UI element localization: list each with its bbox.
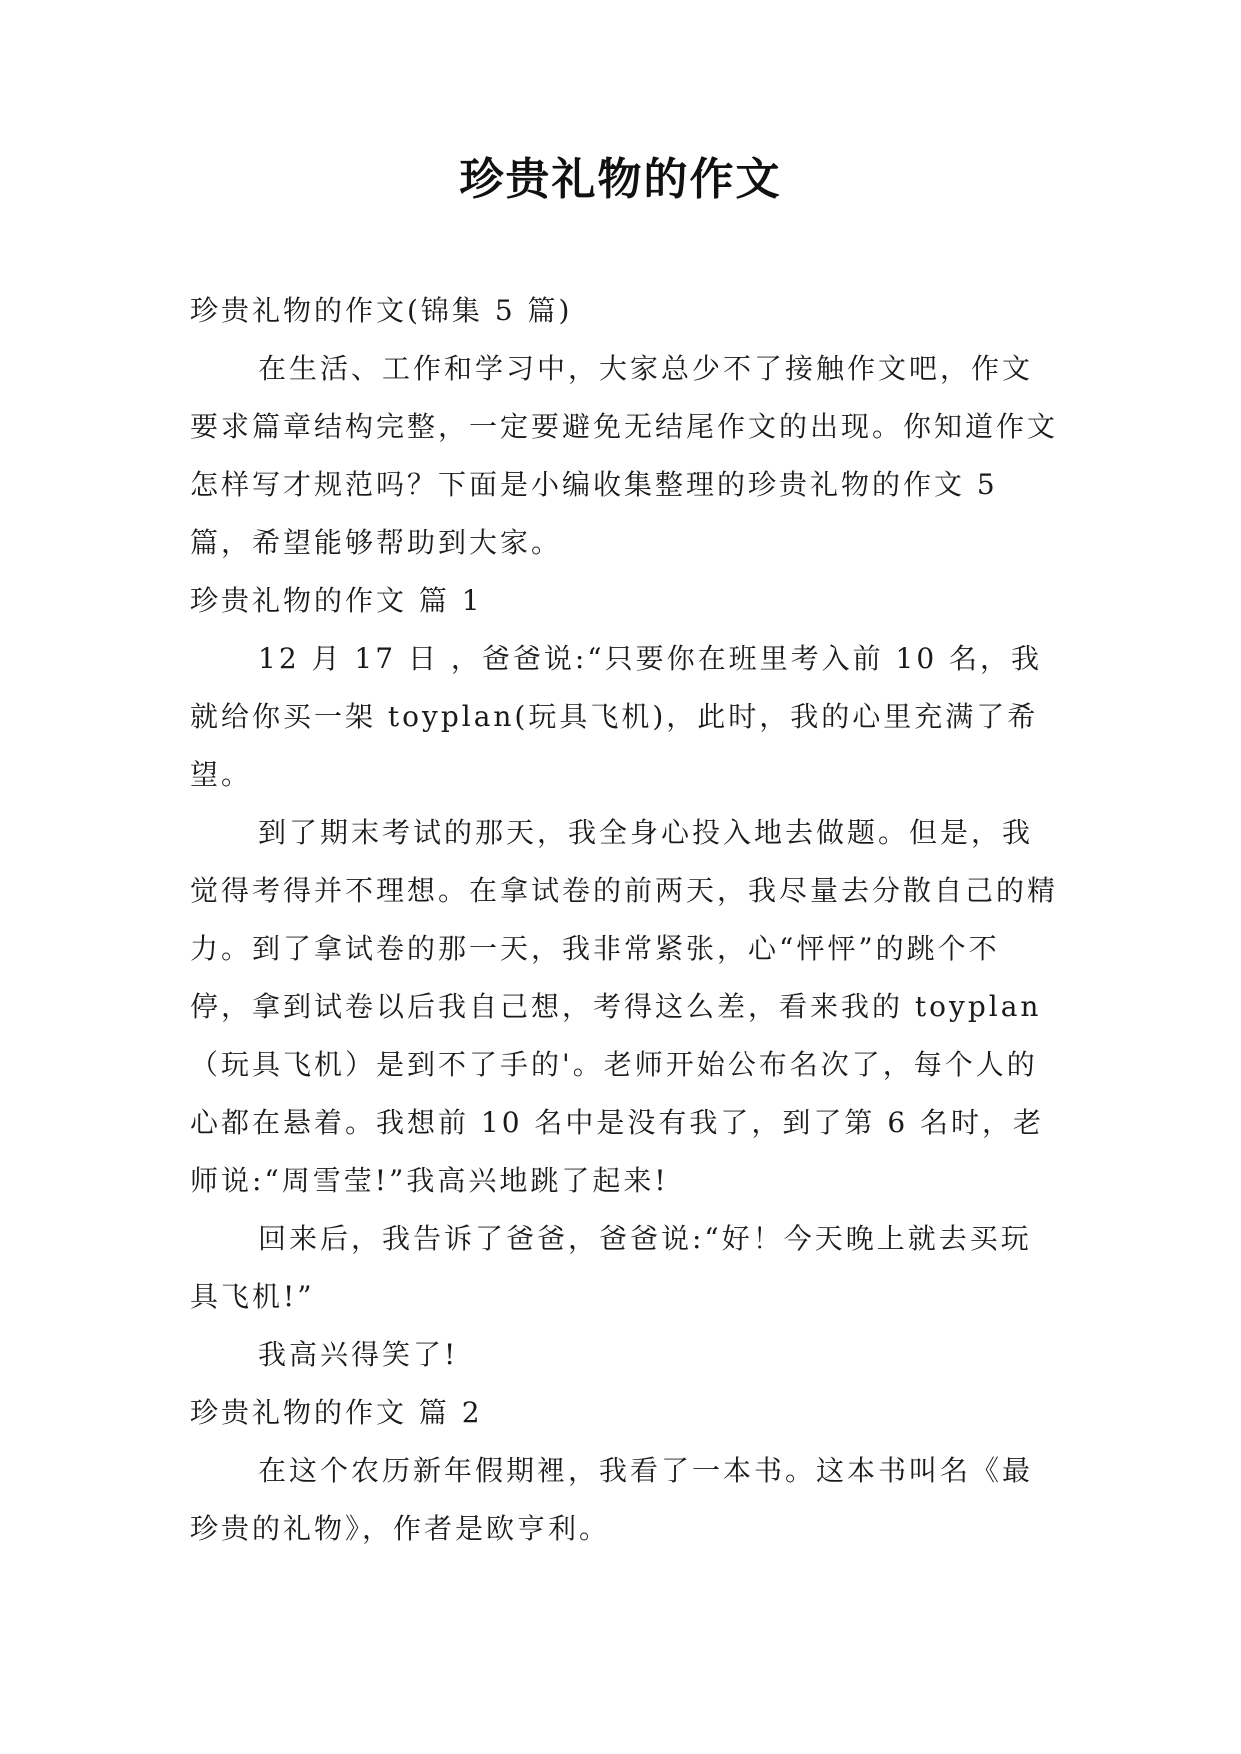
essay-1-paragraph-2: 到了期末考试的那天，我全身心投入地去做题。但是，我觉得考得并不理想。在拿试卷的前两天，我尽量去分散自己的精力。到了拿试卷的那一天，我非常紧张，心“怦怦”的跳个不停，拿到试卷以后我自己想，考得这么差，看来我的 toyplan（玩具飞机）是到不了手的'。老师开始公布名次了，每个人的心都在悬着。我想前 10 名中是没有我了，到了第 6 名时，老师说:“周雪莹!”我高兴地跳了起来! [190,816,1059,1197]
essay-2-heading: 珍贵礼物的作文 篇 2 [190,1396,483,1429]
document-body [190,282,1060,1558]
essay-1-paragraph-3: 回来后，我告诉了爸爸，爸爸说:“好！今天晚上就去买玩具飞机!” [190,1222,1032,1313]
intro-paragraph: 在生活、工作和学习中，大家总少不了接触作文吧，作文要求篇章结构完整，一定要避免无结尾作文的出现。你知道作文怎样写才规范吗？下面是小编收集整理的珍贵礼物的作文 5 篇，希望能够帮助到大家。 [190,352,1059,559]
document-title: 珍贵礼物的作文 [459,154,782,205]
essay-2-paragraph-1: 在这个农历新年假期裡，我看了一本书。这本书叫名《最珍贵的礼物》，作者是欧亨利。 [190,1454,1034,1545]
collection-heading: 珍贵礼物的作文(锦集 5 篇) [190,294,573,327]
essay-1-paragraph-4: 我高兴得笑了! [258,1338,459,1371]
essay-1-paragraph-1: 12 月 17 日 ，爸爸说:“只要你在班里考入前 10 名，我就给你买一架 toyplan(玩具飞机)，此时，我的心里充满了希望。 [190,642,1043,791]
essay-1-heading: 珍贵礼物的作文 篇 1 [190,584,483,617]
